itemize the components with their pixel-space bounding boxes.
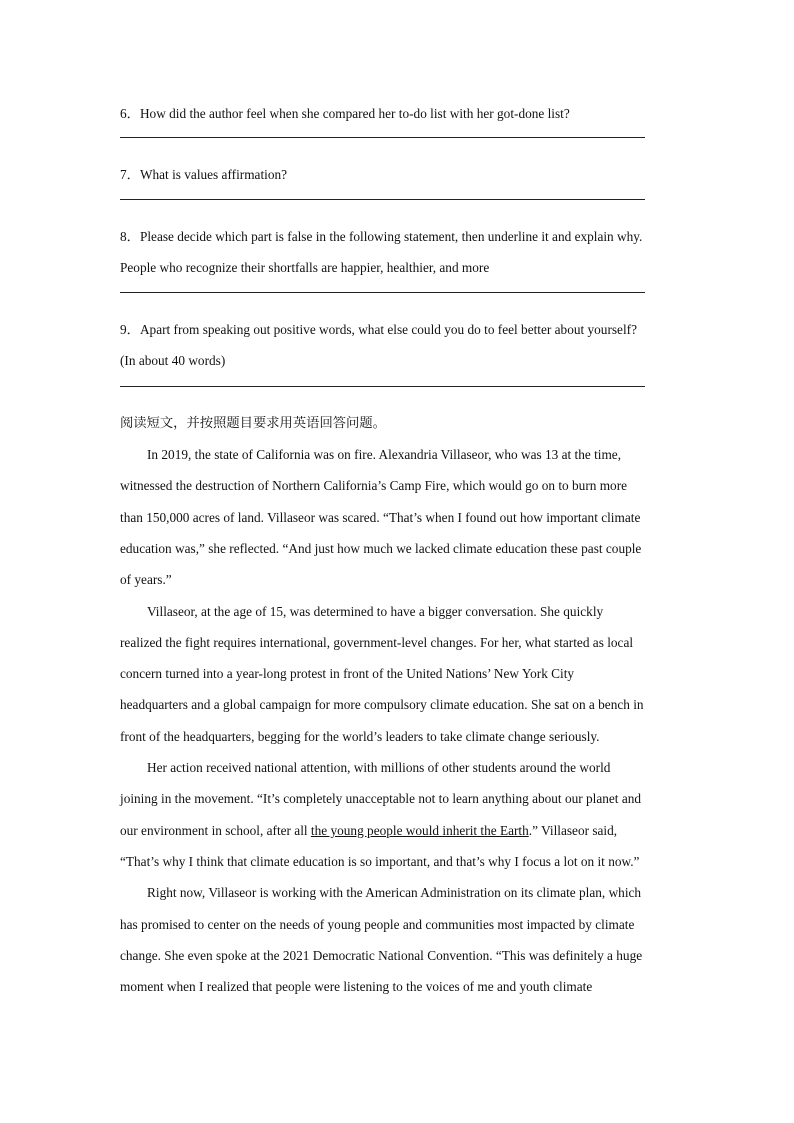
paragraph-line: than 150,000 acres of land. Villaseor was scared. “That’s when I found out how important climate <box>120 509 641 525</box>
paragraph-line: joining in the movement. “It’s completely unacceptable not to learn anything about our planet and <box>120 791 642 807</box>
paragraph-line: Villaseor, at the age of 15, was determined to have a bigger conversation. She quickly <box>147 603 604 619</box>
paragraph-line: realized the fight requires international, government-level changes. For her, what started as local <box>120 634 634 650</box>
question-9 <box>120 314 672 387</box>
question-8-text: 8．Please decide which part is false in the following statement, then underline it and explain why. <box>120 228 643 244</box>
reading-instruction: 阅读短文，并按照题目要求用英语回答问题。 <box>120 415 386 431</box>
paragraph-line: has promised to center on the needs of young people and communities most impacted by climate <box>120 916 635 932</box>
paragraph-line-with-underline <box>120 815 672 846</box>
question-8-statement: People who recognize their shortfalls are happier, healthier, and more <box>120 259 490 275</box>
page-content <box>120 98 672 1002</box>
reading-paragraph-3 <box>120 752 672 877</box>
line-text: .” Villaseor said, <box>528 822 618 838</box>
answer-line-7[interactable] <box>120 199 645 200</box>
question-line: How did the author feel when she compared her to-do list with her got-done list? <box>139 106 570 121</box>
question-6-text: 6．How did the author feel when she compared her to-do list with her got-done list? <box>120 106 570 121</box>
paragraph-line: “That’s why I think that climate education is so important, and that’s why I focus a lot on it now.” <box>120 853 640 869</box>
underlined-phrase[interactable]: the young people would inherit the Earth <box>310 822 529 838</box>
answer-line-8[interactable] <box>120 292 645 293</box>
question-7 <box>120 159 672 199</box>
paragraph-line: headquarters and a global campaign for more compulsory climate education. She sat on a bench in <box>120 697 644 713</box>
question-8 <box>120 221 672 294</box>
reading-paragraph-1 <box>120 439 672 595</box>
question-7-text: 7．What is values affirmation? <box>120 167 288 183</box>
question-line: Please decide which part is false in the following statement, then underline it and explain why. <box>139 228 643 244</box>
paragraph-line: Right now, Villaseor is working with the American Administration on its climate plan, which <box>147 885 642 901</box>
paragraph-line: change. She even spoke at the 2021 Democratic National Convention. “This was definitely a huge <box>120 947 643 963</box>
line-text: our environment in school, after all <box>120 822 311 838</box>
paragraph-line: education was,” she reflected. “And just how much we lacked climate education these past couple <box>120 540 642 556</box>
question-line: What is values affirmation? <box>139 167 288 183</box>
reading-paragraph-4 <box>120 877 672 1002</box>
paragraph-line: concern turned into a year-long protest in front of the United Nations’ New York City <box>120 666 575 682</box>
answer-line-6[interactable] <box>120 137 645 138</box>
question-9-word-limit: (In about 40 words) <box>120 353 226 369</box>
question-number: 7 <box>120 167 127 183</box>
question-number: 6 <box>120 106 127 121</box>
paragraph-line: Her action received national attention, with millions of other students around the world <box>147 760 611 776</box>
paragraph-line: In 2019, the state of California was on fire. Alexandria Villaseor, who was 13 at the time, <box>147 447 622 463</box>
reading-paragraph-2 <box>120 596 672 752</box>
question-line: Apart from speaking out positive words, what else could you do to feel better about yourself? <box>139 322 637 338</box>
paragraph-line: of years.” <box>120 572 172 588</box>
paragraph-line: front of the headquarters, begging for the world’s leaders to take climate change seriously. <box>120 728 600 744</box>
paragraph-line: moment when I realized that people were listening to the voices of me and youth climate <box>120 979 593 995</box>
question-number: 9 <box>120 322 127 338</box>
question-9-text: 9．Apart from speaking out positive words, what else could you do to feel better about yourself? <box>120 322 637 338</box>
question-number: 8 <box>120 228 127 244</box>
paragraph-line: witnessed the destruction of Northern California’s Camp Fire, which would go on to burn more <box>120 478 628 494</box>
answer-line-9[interactable] <box>120 386 645 387</box>
question-6 <box>120 98 672 138</box>
